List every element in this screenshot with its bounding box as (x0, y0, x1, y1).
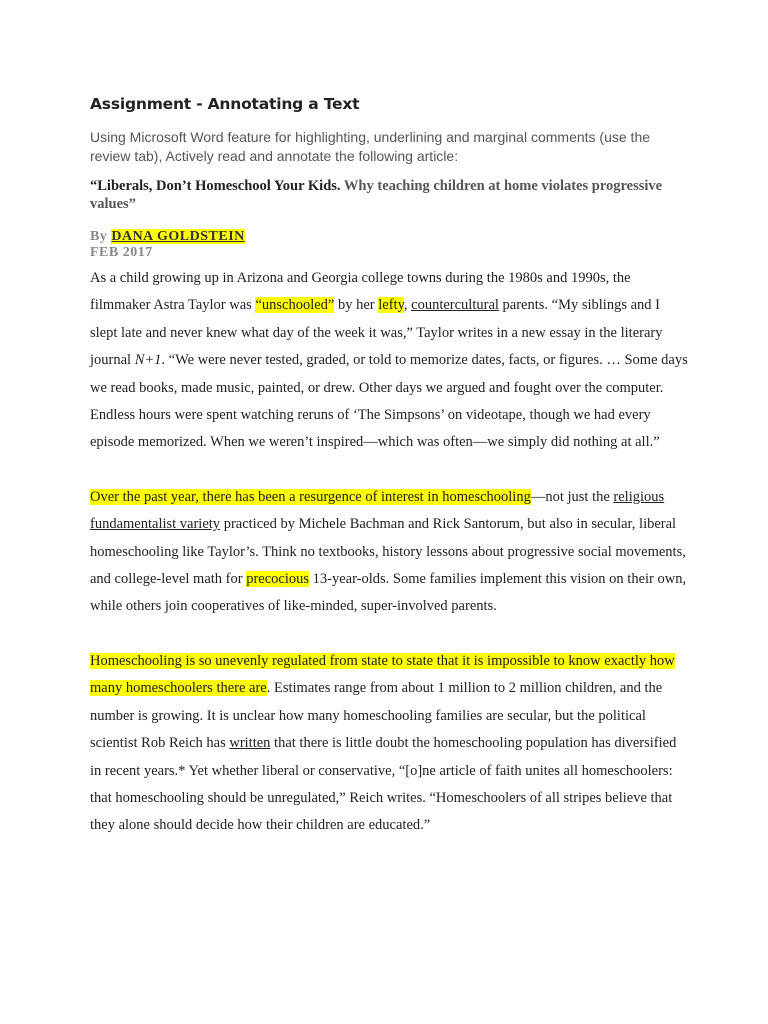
text-run: As a child growing up in Arizona and Georgia college towns during the 1980s and 1990s, the filmmaker Astra Taylor was (90, 270, 631, 314)
assignment-title: Assignment - Annotating a Text (90, 95, 360, 113)
article-headline (90, 177, 690, 213)
article-paragraph-3 (90, 648, 690, 840)
text-run: by her (334, 297, 379, 314)
highlight-precocious: precocious (246, 571, 310, 588)
journal-name: N+1 (134, 352, 162, 369)
document-page (90, 92, 690, 840)
assignment-instructions: Using Microsoft Word feature for highlighting, underlining and marginal comments (use the review tab), Actively read and annotate the following article: (90, 129, 651, 164)
highlight-lefty: lefty (378, 297, 404, 314)
article-date: FEB 2017 (90, 245, 153, 260)
text-run: parents. “My siblings and I slept late and never knew what day of the week it was,” Taylor writes in a new essay in the literary journal (90, 297, 663, 369)
text-run: practiced by Michele Bachman and Rick Santorum, but also in secular, liberal homeschooling like Taylor’s. Think no textbooks, history lessons about progressive social movements, and college-level math for (90, 516, 686, 588)
author-link[interactable]: DANA GOLDSTEIN (111, 229, 245, 244)
article-paragraph-2 (90, 484, 690, 621)
text-run: , (403, 297, 412, 314)
text-run: . Estimates range from about 1 million to 2 million children, and the number is growing. It is unclear how many homeschooling families are secular, but the political scientist Rob Reich has (90, 680, 663, 752)
highlight-resurgence: Over the past year, there has been a resurgence of interest in homeschooling (90, 488, 531, 505)
headline-subtitle: Why teaching children at home violates progressive values” (90, 178, 663, 212)
headline-main: “Liberals, Don’t Homeschool Your Kids. (90, 178, 341, 194)
underline-countercultural: countercultural (411, 297, 499, 314)
text-run: . “We were never tested, graded, or told to memorize dates, facts, or figures. … Some days we read books, made music, painted, or drew. Other days we argued and fought over the computer. Endless hours were spent watching reruns of ‘The Simpsons’ on videotape, though we had every episode memorized. When we weren’t inspired—which was often—we simply did nothing at all.” (90, 352, 688, 451)
written-link[interactable]: written (229, 735, 271, 752)
text-run: 13-year-olds. Some families implement this vision on their own, while others join cooperatives of like-minded, super-involved parents. (90, 571, 687, 615)
byline-prefix: By (90, 229, 108, 244)
underline-religious-variety: religious fundamentalist variety (90, 488, 665, 533)
text-run: —not just the (530, 488, 614, 505)
article-paragraph-1 (90, 265, 690, 457)
text-run: that there is little doubt the homeschooling population has diversified in recent years.* Yet whether liberal or conservative, “[o]ne article of faith unites all homeschoolers: that homeschooling should be unregulated,” Reich writes. “Homeschoolers of all stripes believe that they alone should decide how their children are educated.” (90, 735, 677, 834)
article-byline (90, 228, 690, 246)
highlight-unschooled: “unschooled” (255, 297, 335, 314)
highlight-regulated: Homeschooling is so unevenly regulated from state to state that it is impossible to know exactly how many homeschoolers there are (90, 652, 675, 697)
